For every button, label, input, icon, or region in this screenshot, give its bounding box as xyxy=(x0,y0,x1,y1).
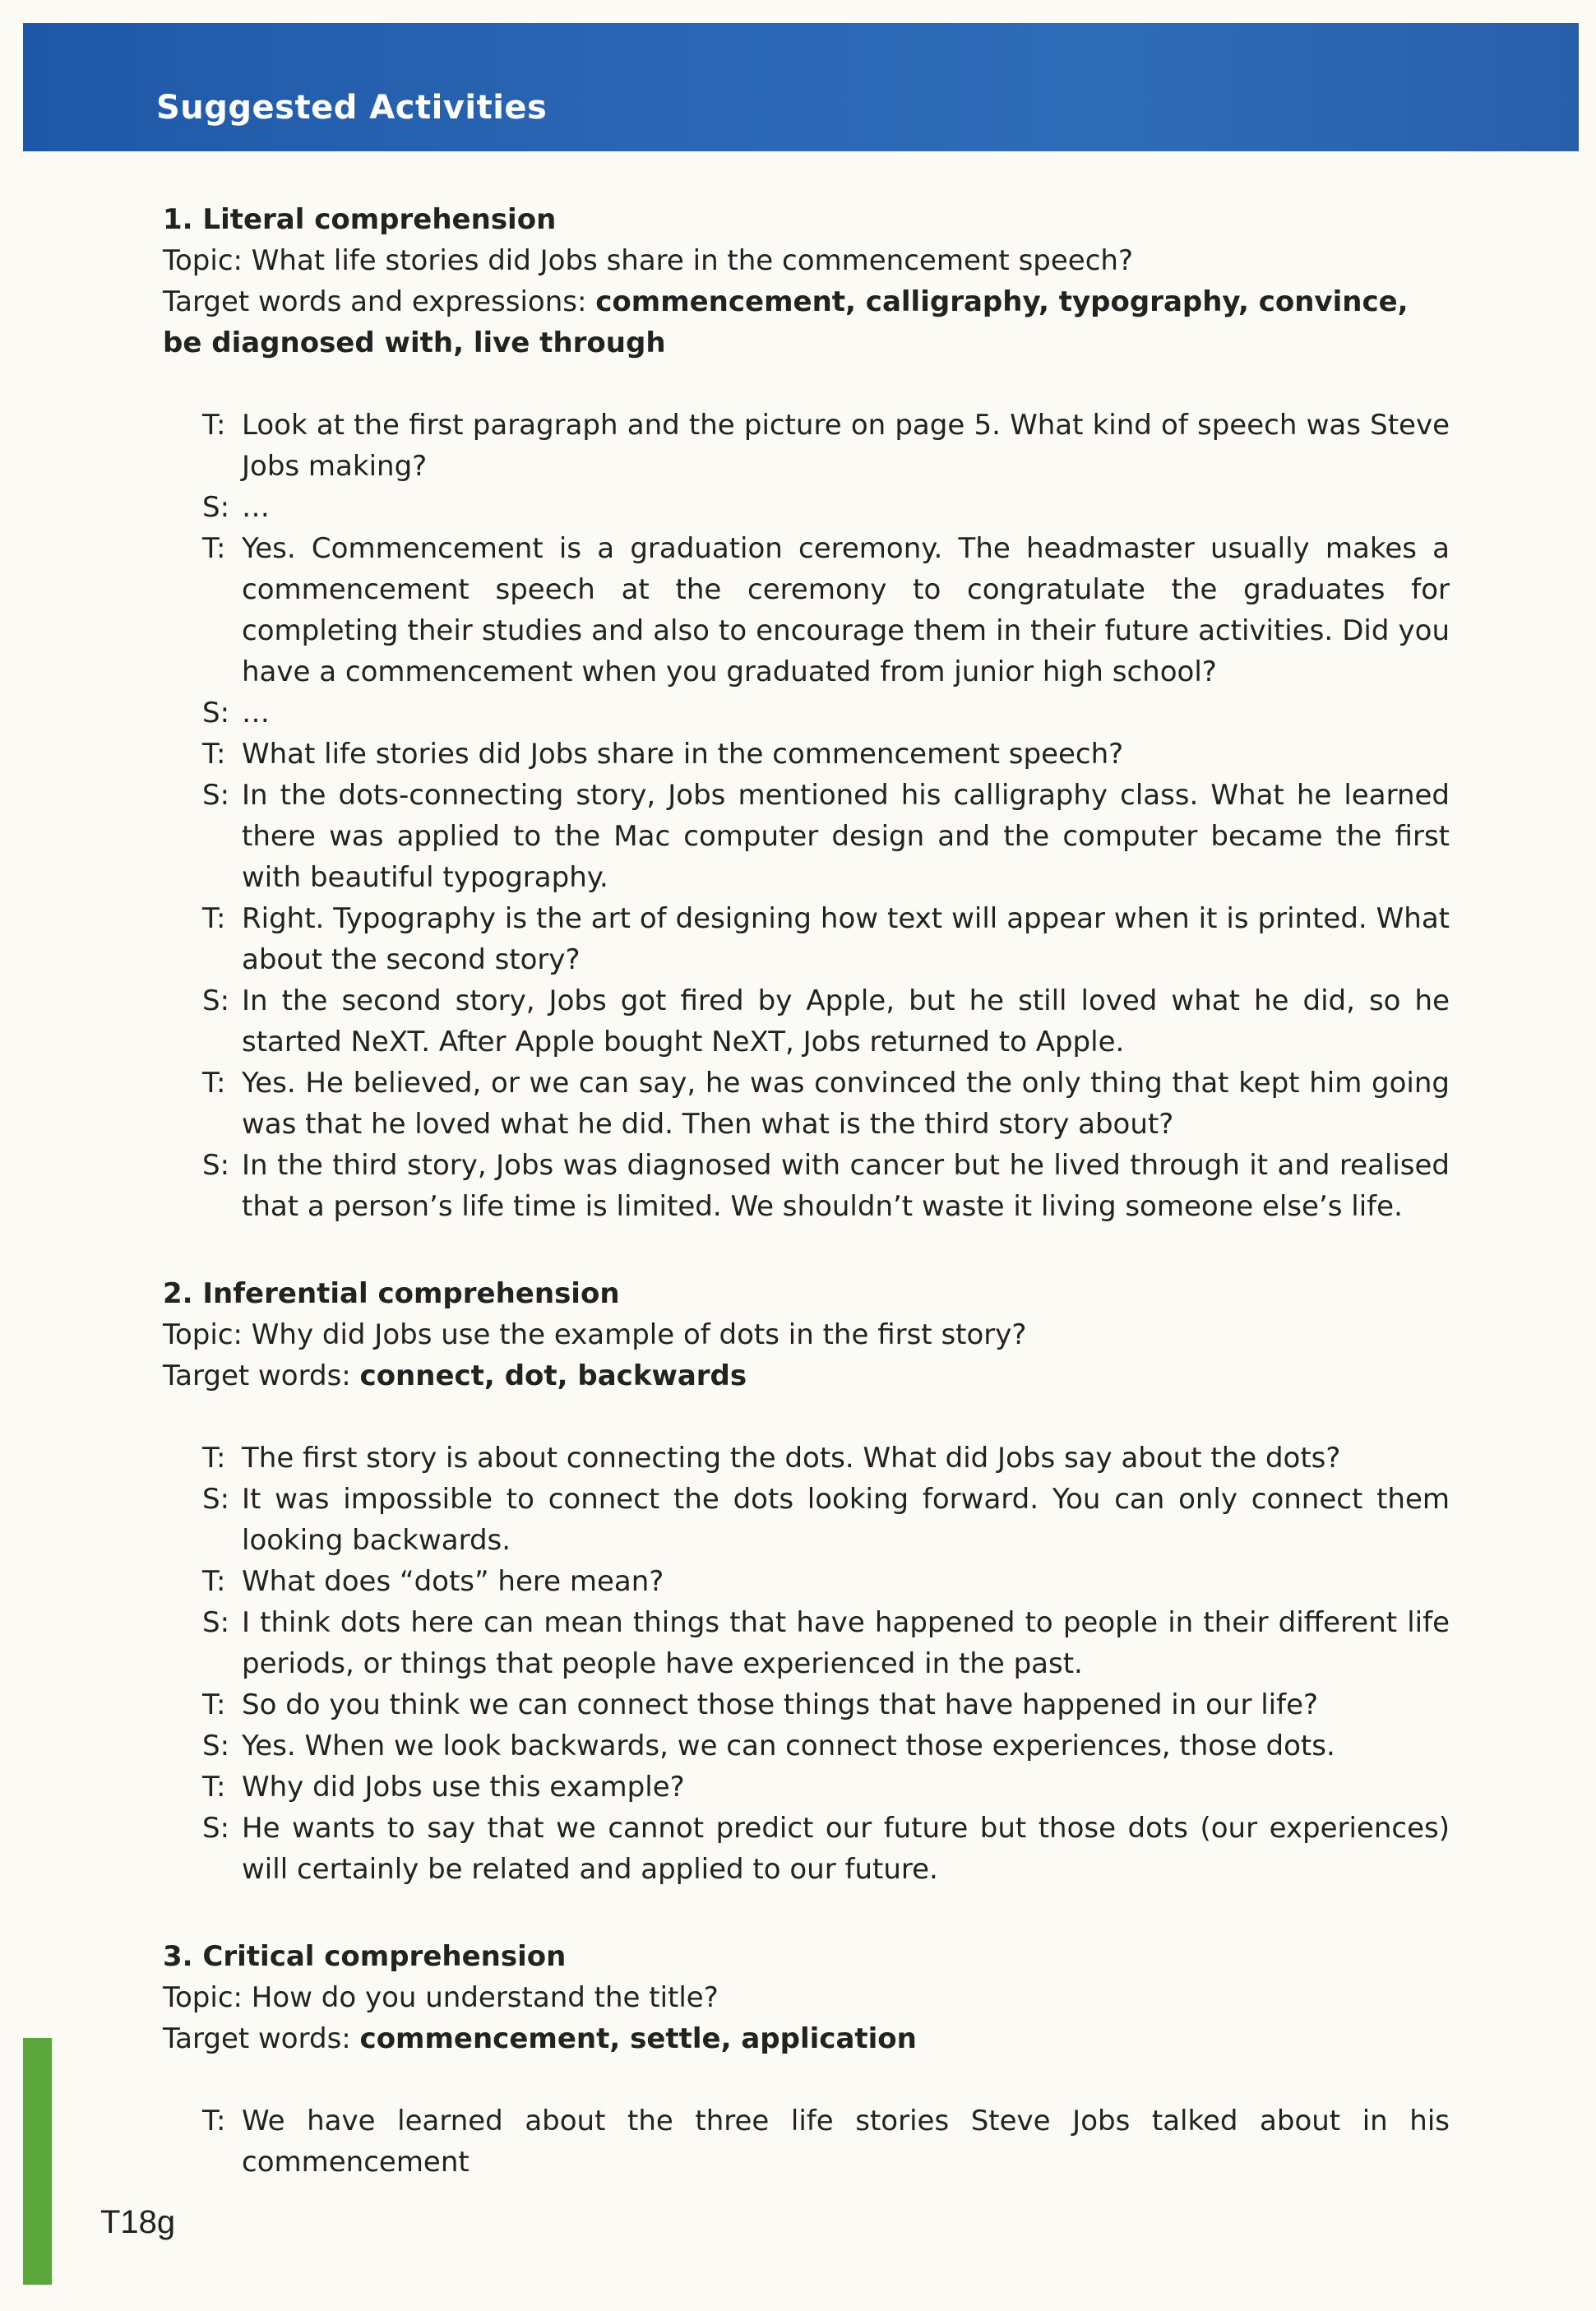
dialogue-line: S: Yes. When we look backwards, we can connect those experiences, those dots. xyxy=(202,1730,1335,1762)
side-accent-bar xyxy=(23,2038,52,2285)
section-topic: Topic: What life stories did Jobs share in the commencement speech? xyxy=(163,244,1133,277)
dialogue-line: S: … xyxy=(202,697,270,729)
dialogue-line: T: What does “dots” here mean? xyxy=(202,1565,664,1598)
section-inferential xyxy=(163,1273,1450,1890)
dialogue xyxy=(163,1438,1450,1890)
dialogue-line: S: In the second story, Jobs got fired by Apple, but he still loved what he did, so he started NeXT. After Apple bought NeXT, Jobs returned to Apple. xyxy=(202,984,1450,1058)
section-topic: Topic: How do you understand the title? xyxy=(163,1981,719,2014)
dialogue-line: T: So do you think we can connect those things that have happened in our life? xyxy=(202,1688,1319,1721)
dialogue xyxy=(163,2100,1450,2183)
page-number: T18g xyxy=(100,2204,176,2240)
dialogue-line: T: Yes. He believed, or we can say, he was convinced the only thing that kept him going was that he loved what he did. Then what is the third story about? xyxy=(202,1067,1450,1141)
section-heading: 2. Inferential comprehension xyxy=(163,1277,620,1310)
header-banner xyxy=(23,23,1579,151)
dialogue-line: S: It was impossible to connect the dots looking forward. You can only connect them looking backwards. xyxy=(202,1483,1450,1557)
target-words: Target words and expressions: commencement, calligraphy, typography, convince, be diagnosed with, live through xyxy=(163,285,1409,359)
dialogue-line: T: Yes. Commencement is a graduation ceremony. The headmaster usually makes a commencement speech at the ceremony to congratulate the graduates for completing their studies and also to encourage them in their future activities. Did you have a commencement when you graduated from junior high school? xyxy=(202,532,1450,688)
dialogue-line: T: Look at the first paragraph and the picture on page 5. What kind of speech was Steve Jobs making? xyxy=(202,409,1450,483)
content xyxy=(163,199,1450,2229)
dialogue-line: S: In the third story, Jobs was diagnosed with cancer but he lived through it and realised that a person’s life time is limited. We shouldn’t waste it living someone else’s life. xyxy=(202,1149,1450,1223)
dialogue-line: S: In the dots-connecting story, Jobs mentioned his calligraphy class. What he learned there was applied to the Mac computer design and the computer became the first with beautiful typography. xyxy=(202,779,1450,894)
dialogue-line: S: He wants to say that we cannot predict our future but those dots (our experiences) will certainly be related and applied to our future. xyxy=(202,1812,1450,1886)
section-critical xyxy=(163,1936,1450,2183)
target-words: Target words: connect, dot, backwards xyxy=(163,1359,747,1392)
dialogue-line: S: I think dots here can mean things that have happened to people in their different life periods, or things that people have experienced in the past. xyxy=(202,1606,1450,1680)
dialogue-line: T: The first story is about connecting the dots. What did Jobs say about the dots? xyxy=(202,1442,1341,1475)
section-topic: Topic: Why did Jobs use the example of dots in the first story? xyxy=(163,1318,1027,1351)
target-words: Target words: commencement, settle, application xyxy=(163,2022,917,2055)
dialogue-line: T: We have learned about the three life stories Steve Jobs talked about in his commencement xyxy=(202,2105,1450,2179)
section-heading: 3. Critical comprehension xyxy=(163,1940,567,1973)
dialogue-line: T: Why did Jobs use this example? xyxy=(202,1771,685,1804)
page-title: Suggested Activities xyxy=(156,89,548,127)
section-heading: 1. Literal comprehension xyxy=(163,203,557,236)
section-literal xyxy=(163,199,1450,1227)
dialogue-line: T: What life stories did Jobs share in the commencement speech? xyxy=(202,738,1124,771)
dialogue xyxy=(163,405,1450,1227)
dialogue-line: S: … xyxy=(202,491,270,524)
dialogue-line: T: Right. Typography is the art of designing how text will appear when it is printed. What about the second story? xyxy=(202,902,1450,976)
